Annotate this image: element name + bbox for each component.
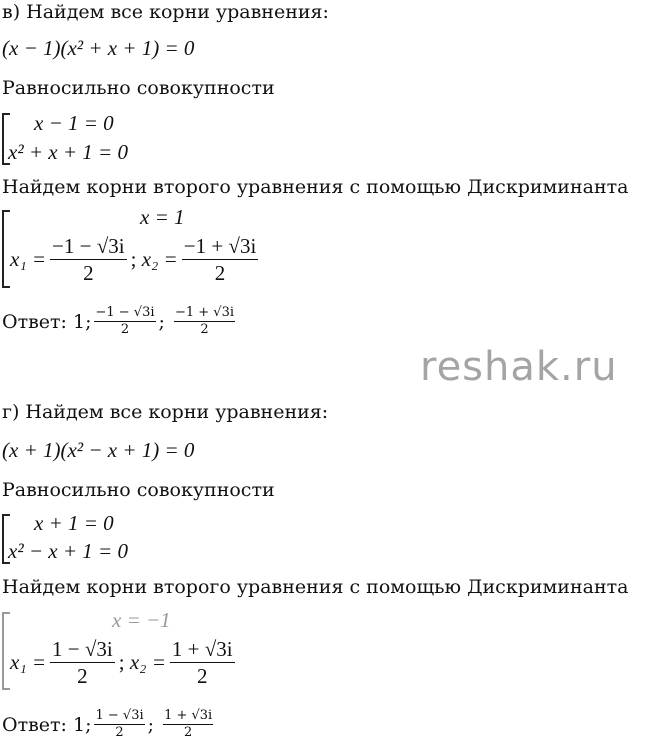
answer-label: Ответ: 1; xyxy=(2,310,92,333)
system-line: x − 1 = 0 xyxy=(34,111,114,135)
answer-separator: ; xyxy=(147,713,155,736)
answer-numerator: −1 + √3i xyxy=(174,305,235,320)
x2-fraction xyxy=(170,636,235,689)
answer-fraction-1 xyxy=(94,708,144,741)
answer-numerator: 1 + √3i xyxy=(164,708,213,723)
roots-bracket xyxy=(2,210,10,288)
roots-bracket xyxy=(2,612,10,690)
answer-denominator: 2 xyxy=(120,322,130,337)
x1-label: x₁ = xyxy=(10,247,47,271)
equivalence-label: Равносильно совокупности xyxy=(2,479,275,501)
equation: (x − 1)(x² + x + 1) = 0 xyxy=(2,36,195,60)
x2-label: x₂ = xyxy=(129,650,166,674)
x1-label: x₁ = xyxy=(10,650,47,674)
root-1: x = −1 xyxy=(112,608,171,632)
section-heading: в) Найдем все корни уравнения: xyxy=(2,1,329,23)
root-1: x = 1 xyxy=(140,205,185,229)
x1-numerator: −1 − √3i xyxy=(52,234,125,258)
watermark: reshak.ru xyxy=(420,344,618,390)
discriminant-label: Найдем корни второго уравнения с помощью Дискриминанта xyxy=(2,576,629,598)
x1-denominator: 2 xyxy=(77,664,88,688)
complex-roots xyxy=(10,636,239,689)
answer-numerator: 1 − √3i xyxy=(95,708,144,723)
answer-separator: ; xyxy=(158,310,165,333)
answer-fraction-2 xyxy=(174,305,235,338)
section-heading: г) Найдем все корни уравнения: xyxy=(2,401,329,423)
system-line: x² − x + 1 = 0 xyxy=(8,539,128,563)
equation: (x + 1)(x² − x + 1) = 0 xyxy=(2,438,195,462)
discriminant-label: Найдем корни второго уравнения с помощью Дискриминанта xyxy=(2,176,629,198)
answer xyxy=(2,305,238,338)
x1-numerator: 1 − √3i xyxy=(52,637,113,661)
x2-numerator: 1 + √3i xyxy=(171,637,233,661)
answer-fraction-1 xyxy=(94,305,155,338)
complex-roots xyxy=(10,233,262,286)
answer-denominator: 2 xyxy=(115,725,124,740)
x1-fraction xyxy=(50,636,115,689)
x2-numerator: −1 + √3i xyxy=(183,234,257,258)
system-line: x + 1 = 0 xyxy=(34,511,114,535)
answer-fraction-2 xyxy=(163,708,213,741)
equivalence-label: Равносильно совокупности xyxy=(2,77,275,99)
x2-fraction xyxy=(182,233,259,286)
x2-label: x₂ = xyxy=(141,247,178,271)
answer-denominator: 2 xyxy=(200,322,209,337)
system-line: x² + x + 1 = 0 xyxy=(8,140,128,164)
answer-numerator: −1 − √3i xyxy=(95,305,155,320)
x1-fraction xyxy=(50,233,127,286)
x1-denominator: 2 xyxy=(83,261,94,285)
x2-denominator: 2 xyxy=(214,261,226,285)
x2-denominator: 2 xyxy=(196,664,208,688)
separator: ; xyxy=(130,247,137,271)
answer-label: Ответ: 1; xyxy=(2,713,92,736)
answer-denominator: 2 xyxy=(184,725,193,740)
answer xyxy=(2,708,216,741)
separator: ; xyxy=(118,650,125,674)
